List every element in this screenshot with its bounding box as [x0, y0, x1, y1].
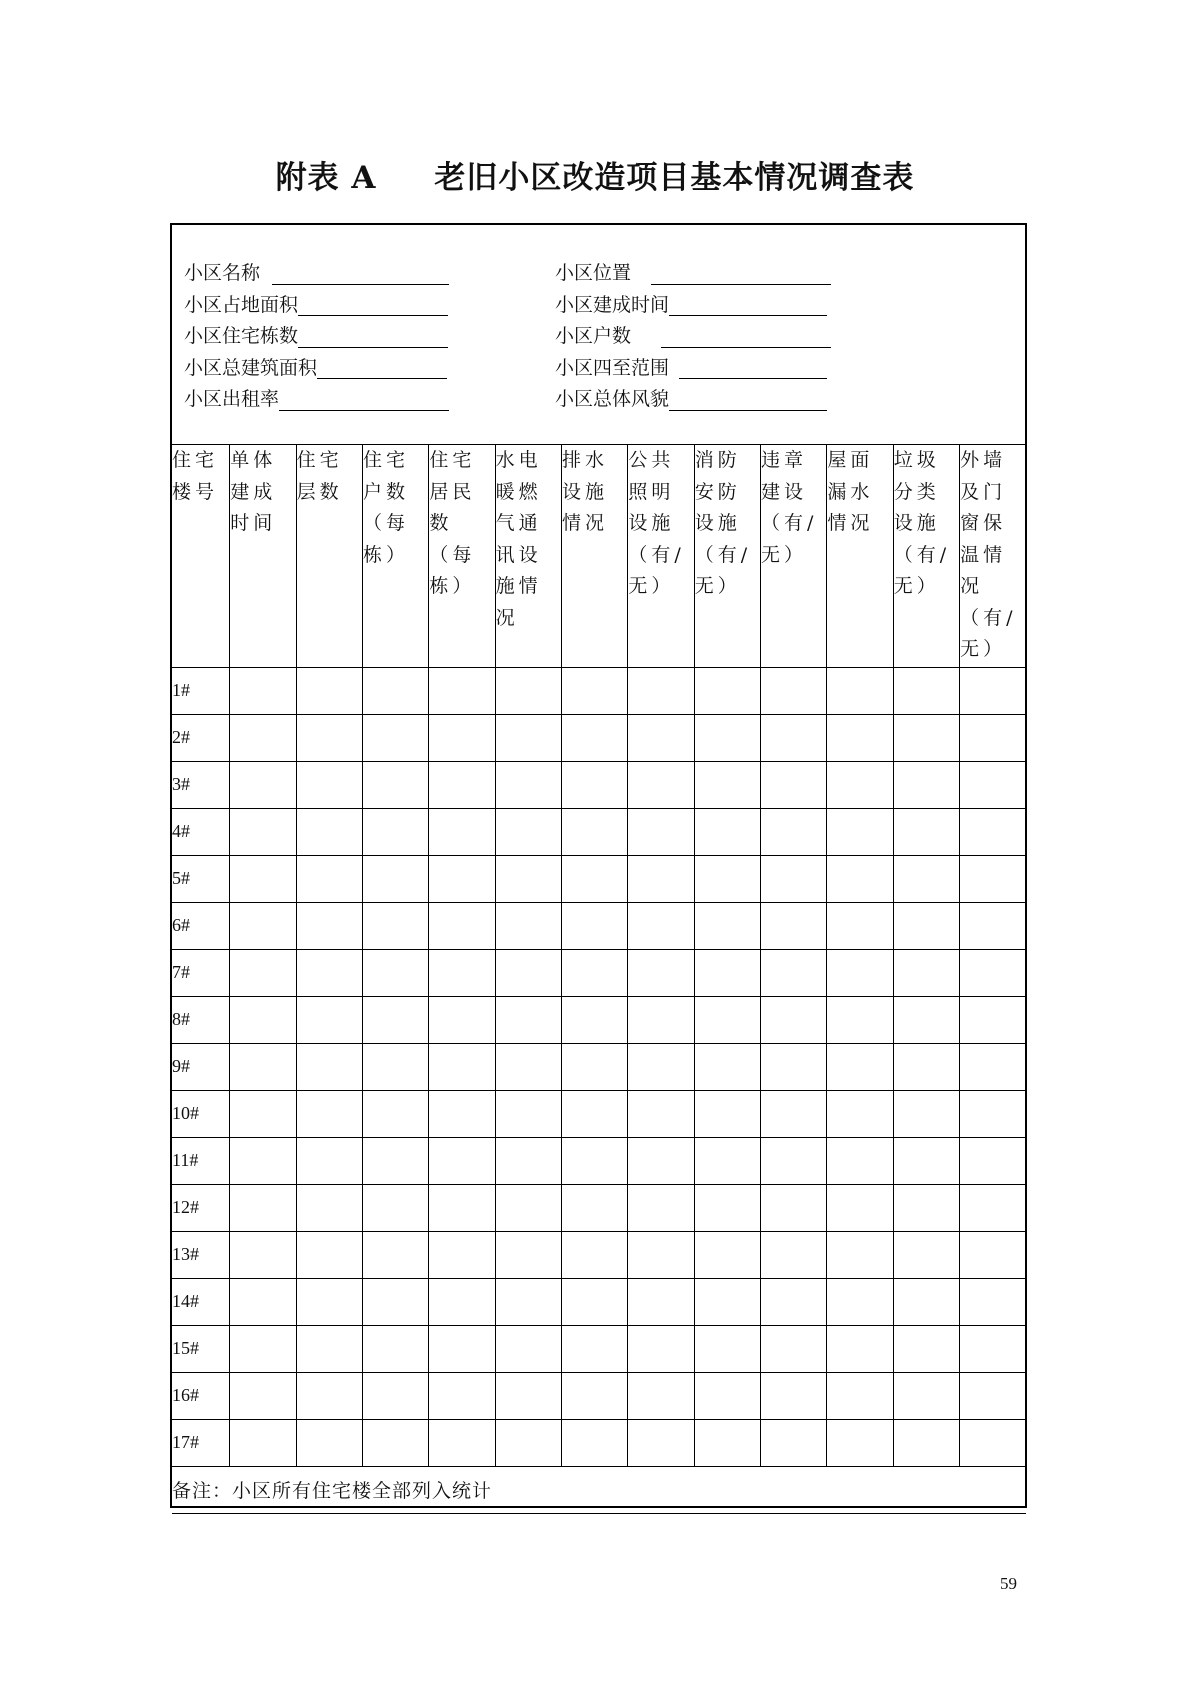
- table-cell[interactable]: [827, 761, 893, 808]
- table-cell[interactable]: [362, 714, 428, 761]
- left-info-field: [184, 258, 449, 290]
- table-cell[interactable]: [761, 667, 827, 714]
- table-cell[interactable]: [296, 1231, 362, 1278]
- table-cell[interactable]: [761, 1231, 827, 1278]
- table-cell[interactable]: [827, 1043, 893, 1090]
- building-number: 2#: [172, 714, 230, 761]
- table-cell[interactable]: [495, 949, 561, 996]
- table-cell[interactable]: [694, 1278, 760, 1325]
- right-info-field: [555, 353, 831, 385]
- table-cell[interactable]: [562, 1137, 628, 1184]
- table-cell[interactable]: [495, 996, 561, 1043]
- table-cell[interactable]: [893, 808, 959, 855]
- table-cell[interactable]: [562, 1043, 628, 1090]
- table-cell[interactable]: [230, 949, 296, 996]
- table-cell[interactable]: [362, 1184, 428, 1231]
- table-cell[interactable]: [827, 949, 893, 996]
- table-cell[interactable]: [562, 1184, 628, 1231]
- table-cell[interactable]: [761, 1419, 827, 1466]
- table-cell[interactable]: [562, 1090, 628, 1137]
- table-cell[interactable]: [628, 1231, 694, 1278]
- table-cell[interactable]: [230, 1043, 296, 1090]
- table-cell[interactable]: [562, 1325, 628, 1372]
- column-header: 单体建成时间: [230, 445, 296, 667]
- table-cell[interactable]: [296, 1325, 362, 1372]
- table-cell[interactable]: [694, 761, 760, 808]
- column-header: 外墙及门窗保温情况（有/无）: [960, 445, 1026, 667]
- table-cell[interactable]: [628, 1372, 694, 1419]
- table-cell[interactable]: [761, 1372, 827, 1419]
- table-cell[interactable]: [230, 1278, 296, 1325]
- table-cell[interactable]: [761, 902, 827, 949]
- table-cell[interactable]: [960, 902, 1026, 949]
- building-number: 4#: [172, 808, 230, 855]
- table-cell[interactable]: [893, 1184, 959, 1231]
- table-cell[interactable]: [628, 949, 694, 996]
- table-row: [172, 902, 1026, 949]
- field-label: 小区四至范围: [555, 356, 670, 379]
- table-cell[interactable]: [362, 1043, 428, 1090]
- title-main: 老旧小区改造项目基本情况调查表: [434, 160, 915, 196]
- table-cell[interactable]: [628, 902, 694, 949]
- table-cell[interactable]: [960, 1043, 1026, 1090]
- title-prefix: 附表 A: [275, 160, 377, 196]
- table-cell[interactable]: [628, 1090, 694, 1137]
- building-number: 3#: [172, 761, 230, 808]
- building-number: 9#: [172, 1043, 230, 1090]
- building-number: 11#: [172, 1137, 230, 1184]
- table-cell[interactable]: [960, 1184, 1026, 1231]
- table-cell[interactable]: [429, 1231, 495, 1278]
- column-header: 住宅户数（每栋）: [362, 445, 428, 667]
- table-cell[interactable]: [893, 1090, 959, 1137]
- table-cell[interactable]: [296, 855, 362, 902]
- table-cell[interactable]: [827, 1137, 893, 1184]
- info-right-column: [555, 258, 831, 416]
- table-cell[interactable]: [362, 1419, 428, 1466]
- table-cell[interactable]: [628, 1325, 694, 1372]
- building-number: 17#: [172, 1419, 230, 1466]
- right-info-field: [555, 258, 831, 290]
- field-label: 小区出租率: [184, 388, 280, 410]
- fill-in-line[interactable]: [669, 388, 827, 411]
- building-table: [172, 445, 1026, 1514]
- table-cell[interactable]: [562, 667, 628, 714]
- table-cell[interactable]: [429, 949, 495, 996]
- table-cell[interactable]: [562, 808, 628, 855]
- table-cell[interactable]: [362, 1137, 428, 1184]
- table-cell[interactable]: [893, 1278, 959, 1325]
- table-cell[interactable]: [429, 1372, 495, 1419]
- building-number: 5#: [172, 855, 230, 902]
- table-cell[interactable]: [495, 1419, 561, 1466]
- left-info-field: [184, 353, 449, 385]
- table-cell[interactable]: [960, 996, 1026, 1043]
- table-cell[interactable]: [628, 667, 694, 714]
- note-row: [172, 1466, 1026, 1513]
- table-cell[interactable]: [296, 1090, 362, 1137]
- table-cell[interactable]: [362, 1278, 428, 1325]
- table-row: [172, 1137, 1026, 1184]
- right-info-field: [555, 384, 831, 416]
- table-cell[interactable]: [960, 1090, 1026, 1137]
- table-row: [172, 1278, 1026, 1325]
- table-cell[interactable]: [827, 855, 893, 902]
- building-number: 13#: [172, 1231, 230, 1278]
- table-cell[interactable]: [960, 667, 1026, 714]
- table-cell[interactable]: [694, 1184, 760, 1231]
- table-cell[interactable]: [694, 1090, 760, 1137]
- table-cell[interactable]: [960, 761, 1026, 808]
- table-cell[interactable]: [761, 1184, 827, 1231]
- table-row: [172, 996, 1026, 1043]
- table-cell[interactable]: [893, 714, 959, 761]
- fill-in-line[interactable]: [272, 262, 449, 285]
- table-cell[interactable]: [562, 949, 628, 996]
- column-header: 公共照明设施（有/无）: [628, 445, 694, 667]
- table-cell[interactable]: [429, 1043, 495, 1090]
- right-info-field: [555, 321, 831, 353]
- table-cell[interactable]: [429, 1325, 495, 1372]
- field-label: 小区名称: [184, 262, 261, 284]
- table-cell[interactable]: [628, 808, 694, 855]
- table-cell[interactable]: [960, 1137, 1026, 1184]
- table-cell[interactable]: [960, 855, 1026, 902]
- table-cell[interactable]: [296, 1137, 362, 1184]
- header-row: [172, 445, 1026, 667]
- table-cell[interactable]: [761, 855, 827, 902]
- table-cell[interactable]: [761, 1043, 827, 1090]
- fill-in-line[interactable]: [669, 293, 827, 316]
- table-cell[interactable]: [893, 1325, 959, 1372]
- table-cell[interactable]: [429, 902, 495, 949]
- table-cell[interactable]: [495, 1090, 561, 1137]
- table-cell[interactable]: [230, 996, 296, 1043]
- field-label: 小区住宅栋数: [184, 325, 299, 347]
- table-cell[interactable]: [893, 1137, 959, 1184]
- table-cell[interactable]: [761, 1137, 827, 1184]
- table-cell[interactable]: [694, 902, 760, 949]
- table-cell[interactable]: [296, 996, 362, 1043]
- info-left-column: [184, 258, 449, 416]
- table-cell[interactable]: [694, 1419, 760, 1466]
- table-cell[interactable]: [628, 1043, 694, 1090]
- table-row: [172, 1043, 1026, 1090]
- table-cell[interactable]: [429, 714, 495, 761]
- left-info-field: [184, 384, 449, 416]
- table-cell[interactable]: [628, 714, 694, 761]
- table-cell[interactable]: [495, 1372, 561, 1419]
- table-cell[interactable]: [429, 808, 495, 855]
- fill-in-line[interactable]: [317, 356, 447, 379]
- table-cell[interactable]: [362, 1231, 428, 1278]
- table-cell[interactable]: [296, 902, 362, 949]
- table-row: [172, 667, 1026, 714]
- table-cell[interactable]: [230, 1419, 296, 1466]
- building-number: 15#: [172, 1325, 230, 1372]
- table-cell[interactable]: [495, 1231, 561, 1278]
- building-number: 8#: [172, 996, 230, 1043]
- table-cell[interactable]: [230, 1372, 296, 1419]
- table-cell[interactable]: [761, 1325, 827, 1372]
- field-label: 小区户数: [555, 325, 632, 347]
- table-cell[interactable]: [827, 1090, 893, 1137]
- table-cell[interactable]: [230, 1184, 296, 1231]
- table-cell[interactable]: [893, 902, 959, 949]
- table-cell[interactable]: [694, 667, 760, 714]
- table-cell[interactable]: [761, 761, 827, 808]
- table-cell[interactable]: [495, 808, 561, 855]
- building-number: 10#: [172, 1090, 230, 1137]
- table-cell[interactable]: [362, 902, 428, 949]
- table-cell[interactable]: [562, 1278, 628, 1325]
- table-cell[interactable]: [827, 1419, 893, 1466]
- table-cell[interactable]: [761, 714, 827, 761]
- table-cell[interactable]: [429, 1137, 495, 1184]
- table-cell[interactable]: [230, 667, 296, 714]
- page-number: 59: [1000, 1574, 1017, 1593]
- table-row: [172, 1419, 1026, 1466]
- building-number: 12#: [172, 1184, 230, 1231]
- table-cell[interactable]: [694, 996, 760, 1043]
- field-label: 小区总建筑面积: [184, 356, 318, 379]
- table-cell[interactable]: [827, 1372, 893, 1419]
- table-cell[interactable]: [562, 1372, 628, 1419]
- table-cell[interactable]: [827, 808, 893, 855]
- table-cell[interactable]: [296, 1184, 362, 1231]
- fill-in-line[interactable]: [279, 388, 449, 411]
- table-cell[interactable]: [893, 996, 959, 1043]
- table-cell[interactable]: [960, 949, 1026, 996]
- table-cell[interactable]: [362, 855, 428, 902]
- table-cell[interactable]: [893, 1231, 959, 1278]
- table-cell[interactable]: [296, 1419, 362, 1466]
- table-cell[interactable]: [761, 1090, 827, 1137]
- building-number: 7#: [172, 949, 230, 996]
- table-cell[interactable]: [495, 1278, 561, 1325]
- table-cell[interactable]: [827, 1184, 893, 1231]
- table-cell[interactable]: [761, 996, 827, 1043]
- table-cell[interactable]: [495, 667, 561, 714]
- table-cell[interactable]: [761, 949, 827, 996]
- table-cell[interactable]: [429, 855, 495, 902]
- table-cell[interactable]: [960, 808, 1026, 855]
- field-label: 小区位置: [555, 262, 632, 284]
- column-header: 住宅楼号: [172, 445, 230, 667]
- table-cell[interactable]: [562, 761, 628, 808]
- table-cell[interactable]: [827, 1278, 893, 1325]
- table-cell[interactable]: [562, 1419, 628, 1466]
- page-title: [0, 152, 1190, 197]
- table-cell[interactable]: [429, 1419, 495, 1466]
- table-cell[interactable]: [230, 1137, 296, 1184]
- building-number: 16#: [172, 1372, 230, 1419]
- table-cell[interactable]: [429, 667, 495, 714]
- table-cell[interactable]: [562, 902, 628, 949]
- table-cell[interactable]: [495, 855, 561, 902]
- table-cell[interactable]: [628, 1419, 694, 1466]
- table-cell[interactable]: [296, 1043, 362, 1090]
- table-cell[interactable]: [960, 1325, 1026, 1372]
- table-cell[interactable]: [893, 761, 959, 808]
- table-cell[interactable]: [562, 855, 628, 902]
- table-cell[interactable]: [230, 761, 296, 808]
- table-row: [172, 808, 1026, 855]
- table-cell[interactable]: [230, 1325, 296, 1372]
- table-cell[interactable]: [761, 1278, 827, 1325]
- table-cell[interactable]: [429, 1278, 495, 1325]
- fill-in-line[interactable]: [679, 356, 827, 379]
- table-cell[interactable]: [562, 996, 628, 1043]
- table-row: [172, 1090, 1026, 1137]
- table-cell[interactable]: [296, 1372, 362, 1419]
- table-cell[interactable]: [495, 1043, 561, 1090]
- column-header: 消防安防设施（有/无）: [694, 445, 760, 667]
- building-number: 6#: [172, 902, 230, 949]
- left-info-field: [184, 290, 449, 322]
- table-cell[interactable]: [827, 714, 893, 761]
- table-cell[interactable]: [694, 1372, 760, 1419]
- building-number: 1#: [172, 667, 230, 714]
- left-info-field: [184, 321, 449, 353]
- field-label: 小区占地面积: [184, 293, 299, 316]
- fill-in-line[interactable]: [651, 262, 831, 285]
- table-cell[interactable]: [694, 1325, 760, 1372]
- column-header: 住宅层数: [296, 445, 362, 667]
- table-cell[interactable]: [296, 808, 362, 855]
- table-note: 备注：小区所有住宅楼全部列入统计: [172, 1466, 1026, 1513]
- table-cell[interactable]: [362, 1325, 428, 1372]
- table-cell[interactable]: [429, 1090, 495, 1137]
- table-row: [172, 949, 1026, 996]
- table-cell[interactable]: [495, 761, 561, 808]
- table-cell[interactable]: [429, 996, 495, 1043]
- column-header: 违章建设（有/无）: [761, 445, 827, 667]
- table-cell[interactable]: [694, 855, 760, 902]
- survey-form: [170, 223, 1027, 1508]
- table-cell[interactable]: [495, 714, 561, 761]
- table-cell[interactable]: [230, 855, 296, 902]
- table-cell[interactable]: [362, 761, 428, 808]
- fill-in-line[interactable]: [298, 325, 448, 348]
- table-cell[interactable]: [960, 1372, 1026, 1419]
- table-cell[interactable]: [628, 1184, 694, 1231]
- table-cell[interactable]: [893, 1419, 959, 1466]
- table-cell[interactable]: [296, 949, 362, 996]
- fill-in-line[interactable]: [661, 325, 831, 348]
- table-cell[interactable]: [562, 1231, 628, 1278]
- table-cell[interactable]: [694, 714, 760, 761]
- column-header: 屋面漏水情况: [827, 445, 893, 667]
- table-cell[interactable]: [827, 1231, 893, 1278]
- table-cell[interactable]: [362, 667, 428, 714]
- table-cell[interactable]: [694, 949, 760, 996]
- table-row: [172, 1184, 1026, 1231]
- table-cell[interactable]: [628, 1278, 694, 1325]
- table-cell[interactable]: [230, 1090, 296, 1137]
- table-cell[interactable]: [495, 902, 561, 949]
- table-cell[interactable]: [893, 667, 959, 714]
- table-cell[interactable]: [827, 996, 893, 1043]
- table-cell[interactable]: [230, 902, 296, 949]
- table-cell[interactable]: [628, 996, 694, 1043]
- fill-in-line[interactable]: [298, 293, 448, 316]
- table-cell[interactable]: [495, 1137, 561, 1184]
- column-header: 垃圾分类设施（有/无）: [893, 445, 959, 667]
- table-cell[interactable]: [296, 714, 362, 761]
- table-cell[interactable]: [628, 855, 694, 902]
- table-cell[interactable]: [960, 1278, 1026, 1325]
- table-cell[interactable]: [362, 808, 428, 855]
- table-cell[interactable]: [694, 808, 760, 855]
- table-cell[interactable]: [893, 1043, 959, 1090]
- table-row: [172, 1372, 1026, 1419]
- table-cell[interactable]: [429, 1184, 495, 1231]
- table-cell[interactable]: [694, 1043, 760, 1090]
- info-section: [172, 225, 1025, 445]
- table-cell[interactable]: [827, 667, 893, 714]
- table-row: [172, 761, 1026, 808]
- table-cell[interactable]: [296, 667, 362, 714]
- table-row: [172, 1231, 1026, 1278]
- table-cell[interactable]: [230, 1231, 296, 1278]
- table-cell[interactable]: [827, 902, 893, 949]
- table-cell[interactable]: [230, 714, 296, 761]
- table-cell[interactable]: [495, 1325, 561, 1372]
- table-cell[interactable]: [893, 1372, 959, 1419]
- table-cell[interactable]: [296, 761, 362, 808]
- table-row: [172, 714, 1026, 761]
- column-header: 住宅居民数（每栋）: [429, 445, 495, 667]
- table-cell[interactable]: [628, 1137, 694, 1184]
- table-cell[interactable]: [230, 808, 296, 855]
- table-cell[interactable]: [893, 855, 959, 902]
- table-row: [172, 1325, 1026, 1372]
- table-cell[interactable]: [362, 949, 428, 996]
- column-header: 排水设施情况: [562, 445, 628, 667]
- table-cell[interactable]: [362, 1090, 428, 1137]
- table-cell[interactable]: [562, 714, 628, 761]
- table-cell[interactable]: [960, 1231, 1026, 1278]
- table-cell[interactable]: [429, 761, 495, 808]
- table-cell[interactable]: [362, 1372, 428, 1419]
- field-label: 小区总体风貌: [555, 388, 670, 410]
- column-header: 水电暖燃气通讯设施情况: [495, 445, 561, 667]
- table-cell[interactable]: [362, 996, 428, 1043]
- table-cell[interactable]: [960, 714, 1026, 761]
- right-info-field: [555, 290, 831, 322]
- table-cell[interactable]: [827, 1325, 893, 1372]
- table-cell[interactable]: [893, 949, 959, 996]
- table-cell[interactable]: [296, 1278, 362, 1325]
- building-number: 14#: [172, 1278, 230, 1325]
- table-cell[interactable]: [761, 808, 827, 855]
- table-cell[interactable]: [628, 761, 694, 808]
- table-row: [172, 855, 1026, 902]
- table-cell[interactable]: [694, 1137, 760, 1184]
- field-label: 小区建成时间: [555, 293, 670, 316]
- table-cell[interactable]: [960, 1419, 1026, 1466]
- table-cell[interactable]: [495, 1184, 561, 1231]
- table-cell[interactable]: [694, 1231, 760, 1278]
